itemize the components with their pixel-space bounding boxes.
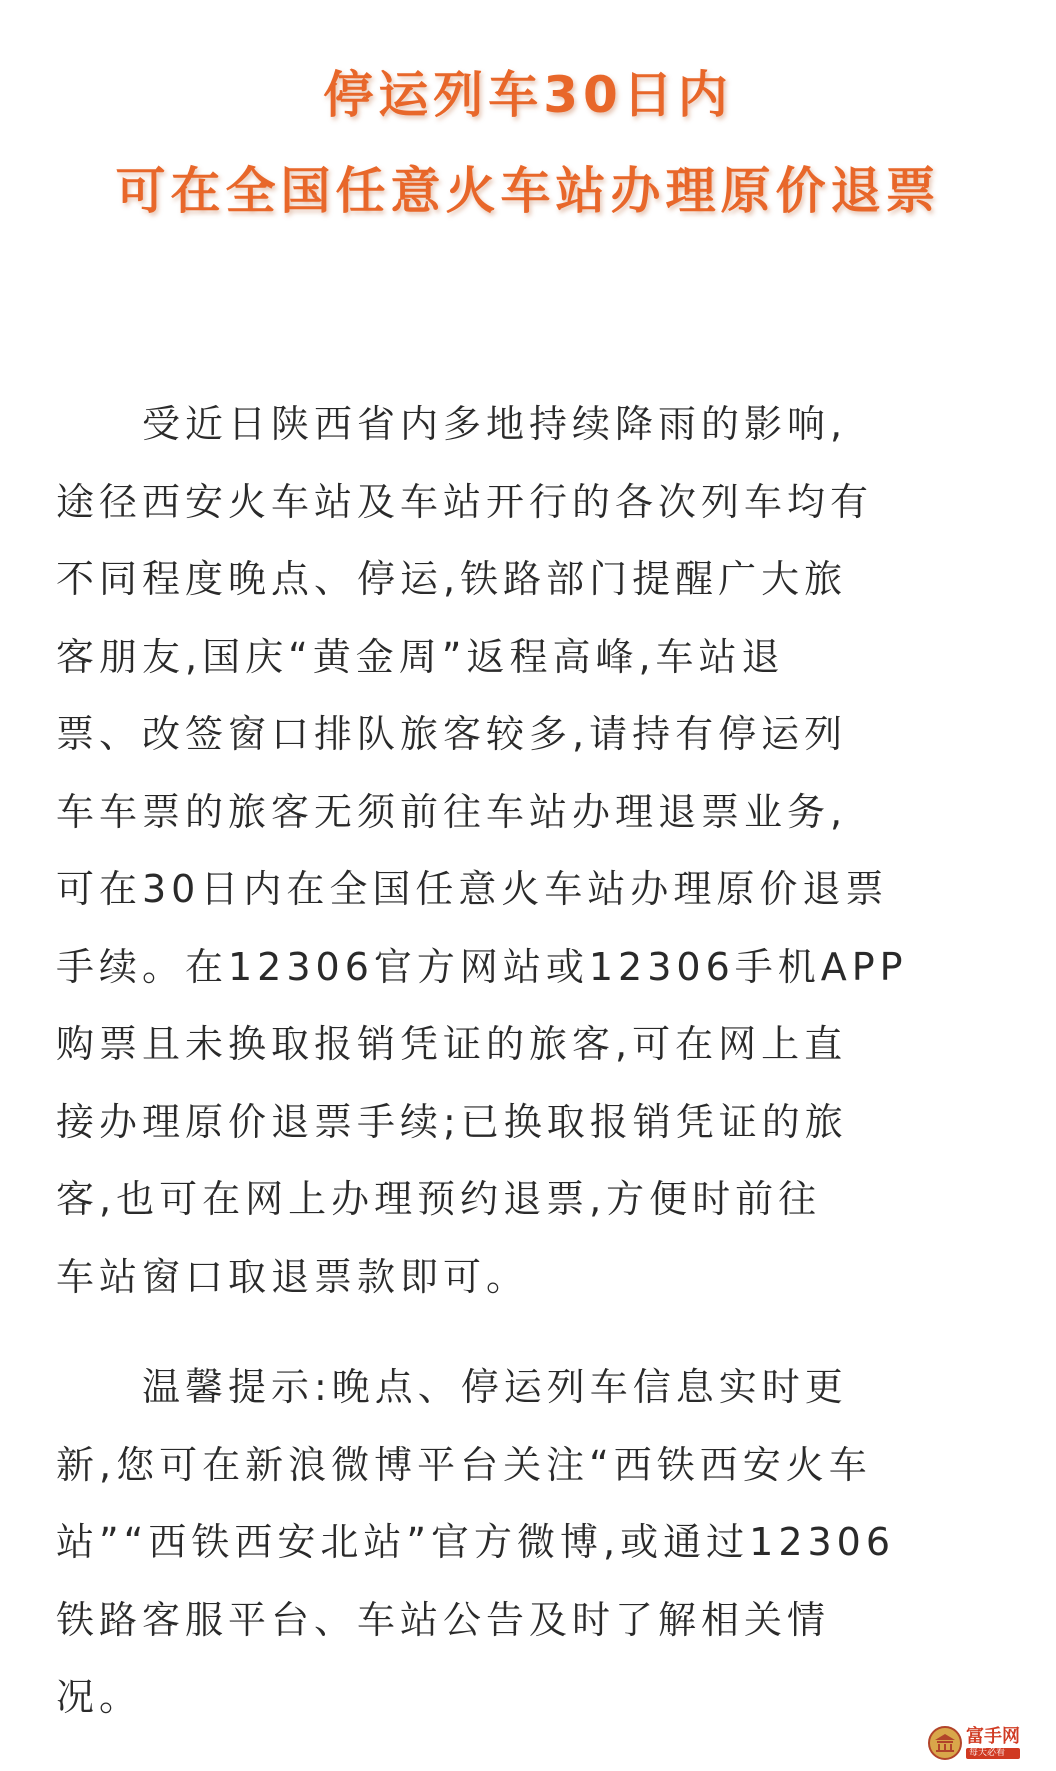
paragraph-line: 温馨提示:晚点、停运列车信息实时更 [142, 1365, 848, 1409]
paragraph-line: 况。 [56, 1675, 143, 1719]
watermark-tagline: 每天必看 [966, 1748, 1020, 1759]
temple-logo-icon [928, 1726, 962, 1760]
paragraph-line: 不同程度晚点、停运,铁路部门提醒广大旅 [56, 557, 848, 601]
paragraph-line: 可在30日内在全国任意火车站办理原价退票 [56, 867, 889, 911]
paragraph-line: 接办理原价退票手续;已换取报销凭证的旅 [56, 1099, 848, 1144]
paragraph-line: 购票且未换取报销凭证的旅客,可在网上直 [56, 1022, 848, 1066]
paragraph-line: 客朋友,国庆“黄金周”返程高峰,车站退 [56, 634, 785, 679]
watermark-text [966, 1725, 1020, 1759]
watermark [928, 1723, 1044, 1763]
paragraph-line: 站”“西铁西安北站”官方微博,或通过12306 [56, 1520, 896, 1564]
paragraph-line: 途径西安火车站及车站开行的各次列车均有 [56, 479, 874, 524]
paragraph-line: 受近日陕西省内多地持续降雨的影响, [142, 402, 848, 446]
title-line-1: 停运列车30日内 [323, 66, 733, 124]
paragraph-line: 手续。在12306官方网站或12306手机APP [56, 944, 908, 989]
paragraph-line: 车车票的旅客无须前往车站办理退票业务, [56, 789, 848, 834]
paragraph-line: 新,您可在新浪微博平台关注“西铁西安火车 [56, 1442, 872, 1487]
watermark-name: 富手网 [966, 1725, 1020, 1747]
title-line-2: 可在全国任意火车站办理原价退票 [115, 162, 941, 220]
paragraph-line: 铁路客服平台、车站公告及时了解相关情 [56, 1597, 831, 1642]
paragraph-line: 车站窗口取退票款即可。 [56, 1254, 530, 1299]
paragraph-line: 票、改签窗口排队旅客较多,请持有停运列 [56, 712, 848, 756]
paragraph-line: 客,也可在网上办理预约退票,方便时前往 [56, 1177, 822, 1221]
paragraph-main [56, 386, 996, 1316]
paragraph-tip [56, 1349, 996, 1737]
article-title [0, 55, 1056, 247]
